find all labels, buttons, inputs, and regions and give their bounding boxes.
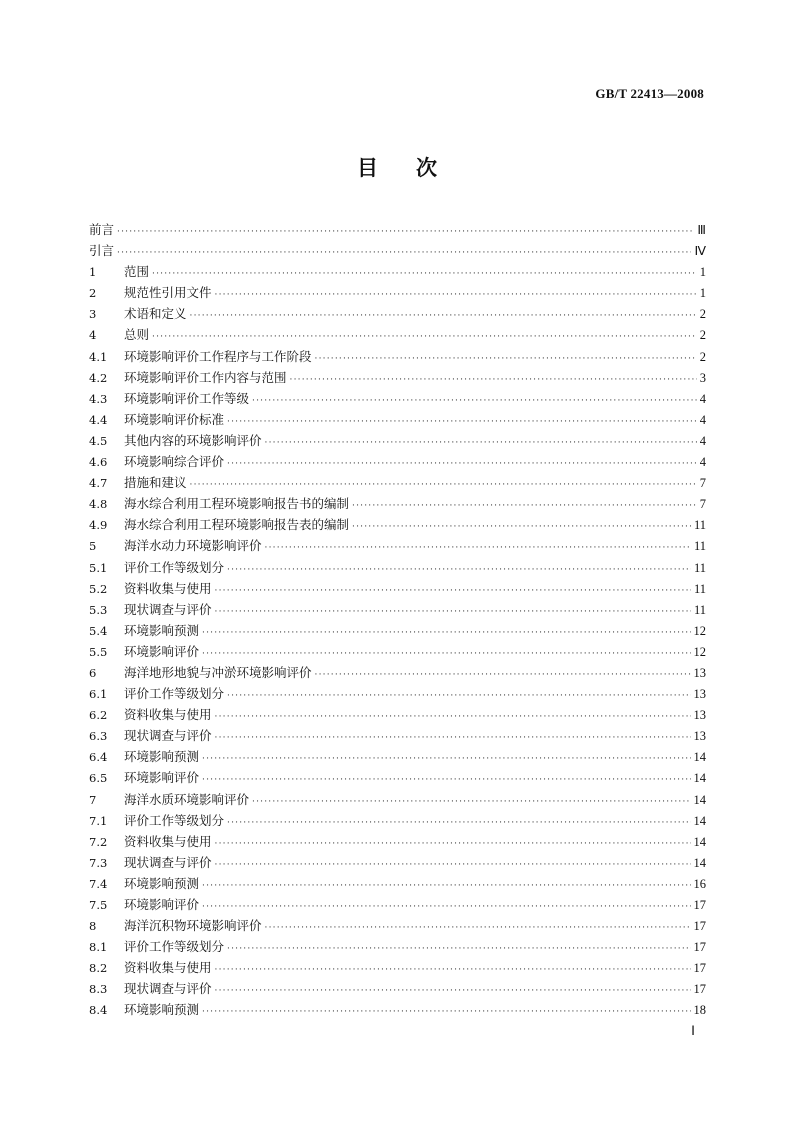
toc-entry-page: 4: [699, 433, 706, 448]
toc-entry-title: 环境影响评价: [124, 770, 200, 786]
toc-dot-leader: [252, 391, 697, 412]
toc-dot-leader: [290, 370, 697, 391]
toc-dot-leader: [202, 623, 690, 644]
toc-entry[interactable]: [89, 472, 706, 493]
toc-entry[interactable]: [89, 999, 706, 1020]
toc-dot-leader: [352, 496, 697, 517]
toc-entry[interactable]: [89, 451, 706, 472]
toc-entry-number: 7.3: [89, 855, 108, 870]
toc-entry-page: 17: [693, 982, 706, 997]
toc-entry-title: 资料收集与使用: [124, 580, 212, 596]
toc-dot-leader: [227, 813, 690, 834]
toc-entry-title: 环境影响评价: [124, 897, 200, 912]
toc-entry-number: 3: [89, 307, 97, 322]
toc-entry-title: 评价工作等级划分: [124, 812, 225, 828]
toc-dot-leader: [152, 264, 697, 285]
toc-entry[interactable]: [89, 789, 706, 810]
toc-entry-number: 2: [89, 286, 97, 301]
toc-dot-leader: [215, 981, 691, 1002]
toc-entry-page: 11: [693, 539, 706, 554]
toc-entry-page: 11: [693, 581, 706, 596]
toc-entry-page: 11: [693, 518, 706, 533]
toc-entry-page: 17: [693, 940, 706, 955]
toc-entry-page: 2: [699, 307, 706, 322]
toc-entry-title: 海洋沉积物环境影响评价: [124, 918, 262, 934]
toc-entry-number: 4.3: [89, 391, 108, 406]
toc-dot-leader: [315, 665, 691, 686]
table-of-contents: [89, 219, 706, 1021]
toc-entry-number: 5: [89, 539, 97, 554]
toc-entry[interactable]: [89, 810, 706, 831]
toc-entry[interactable]: [89, 409, 706, 430]
toc-entry-number: 4.6: [89, 455, 108, 470]
toc-entry-page: 14: [693, 792, 706, 807]
toc-entry[interactable]: [89, 261, 706, 282]
toc-entry[interactable]: [89, 430, 706, 451]
toc-entry-title: 评价工作等级划分: [124, 939, 225, 955]
toc-entry-page: 7: [699, 476, 706, 491]
toc-entry[interactable]: [89, 957, 706, 978]
toc-entry-title: 资料收集与使用: [124, 960, 212, 976]
toc-entry-title: 术语和定义: [124, 306, 187, 322]
toc-dot-leader: [215, 602, 691, 623]
toc-entry-number: 4.4: [89, 412, 108, 427]
toc-entry-title: 前言: [89, 222, 115, 237]
toc-entry-page: 13: [693, 729, 706, 744]
toc-dot-leader: [202, 770, 690, 791]
toc-dot-leader: [215, 728, 691, 749]
toc-entry-page: 2: [699, 328, 706, 343]
toc-entry-page: 3: [699, 370, 706, 385]
toc-entry[interactable]: [89, 978, 706, 999]
toc-dot-leader: [265, 433, 697, 454]
toc-dot-leader: [227, 560, 691, 581]
toc-entry-page: 12: [693, 644, 706, 659]
toc-entry[interactable]: [89, 936, 706, 957]
toc-dot-leader: [117, 222, 694, 243]
toc-entry[interactable]: [89, 683, 706, 704]
toc-entry[interactable]: [89, 746, 706, 767]
toc-entry[interactable]: [89, 599, 706, 620]
toc-entry-number: 6.5: [89, 771, 108, 786]
toc-entry[interactable]: [89, 514, 706, 535]
toc-entry-page: Ⅲ: [697, 223, 706, 237]
toc-entry[interactable]: [89, 852, 706, 873]
toc-entry-title: 海洋水动力环境影响评价: [124, 538, 262, 554]
toc-dot-leader: [202, 897, 690, 918]
toc-dot-leader: [265, 918, 691, 939]
toc-entry-number: 8.4: [89, 1003, 108, 1018]
toc-entry-page: 11: [693, 560, 706, 575]
toc-entry-number: 8: [89, 919, 97, 934]
toc-entry-page: 17: [693, 898, 706, 912]
toc-entry-page: 1: [699, 286, 706, 301]
toc-entry-number: 5.4: [89, 623, 108, 638]
toc-dot-leader: [352, 517, 691, 538]
toc-entry-title: 现状调查与评价: [124, 601, 212, 617]
toc-entry-title: 环境影响预测: [124, 749, 200, 765]
toc-dot-leader: [215, 285, 697, 306]
toc-entry-title: 总则: [124, 327, 150, 343]
toc-entry[interactable]: [89, 873, 706, 894]
toc-entry[interactable]: [89, 388, 706, 409]
toc-entry-number: 4.9: [89, 518, 108, 533]
toc-entry-number: 6: [89, 665, 97, 680]
toc-entry[interactable]: [89, 324, 706, 345]
toc-entry-page: 7: [699, 497, 706, 512]
toc-dot-leader: [265, 538, 691, 559]
toc-entry-title: 资料收集与使用: [124, 833, 212, 849]
toc-entry-title: 环境影响评价工作内容与范围: [124, 369, 287, 385]
toc-entry-title: 评价工作等级划分: [124, 559, 225, 575]
toc-entry-page: 14: [693, 855, 706, 870]
toc-entry-number: 4.8: [89, 497, 108, 512]
document-code: GB/T 22413—2008: [595, 86, 704, 101]
toc-entry-title: 现状调查与评价: [124, 854, 212, 870]
toc-entry-title: 范围: [124, 264, 150, 280]
toc-entry-page: 14: [693, 813, 706, 828]
toc-entry-number: 1: [89, 265, 97, 280]
toc-entry-number: 6.1: [89, 687, 108, 702]
toc-entry-number: 5.2: [89, 581, 108, 596]
toc-entry-title: 其他内容的环境影响评价: [124, 432, 262, 448]
toc-entry-page: 2: [699, 349, 706, 364]
toc-entry-title: 环境影响预测: [124, 1002, 200, 1018]
toc-dot-leader: [215, 834, 691, 855]
toc-dot-leader: [215, 960, 691, 981]
toc-entry-number: 4.5: [89, 433, 108, 448]
toc-entry-page: 11: [693, 602, 706, 617]
toc-entry[interactable]: [89, 641, 706, 662]
toc-entry-page: 13: [693, 687, 706, 702]
toc-entry-page: 17: [693, 961, 706, 976]
toc-entry[interactable]: [89, 704, 706, 725]
toc-entry-number: 5.5: [89, 644, 108, 659]
toc-dot-leader: [215, 581, 691, 602]
toc-entry-number: 5.3: [89, 602, 108, 617]
toc-entry-number: 7.2: [89, 834, 108, 849]
toc-dot-leader: [215, 855, 691, 876]
toc-entry-number: 4.2: [89, 370, 108, 385]
toc-entry-title: 环境影响预测: [124, 875, 200, 891]
toc-entry[interactable]: [89, 725, 706, 746]
toc-entry-page: 1: [699, 265, 706, 280]
toc-entry-title: 海洋地形地貌与冲淤环境影响评价: [124, 664, 312, 680]
toc-entry-title: 海水综合利用工程环境影响报告表的编制: [124, 517, 350, 533]
toc-entry-title: 环境影响评价标准: [124, 411, 225, 427]
toc-entry-title: 环境影响综合评价: [124, 454, 225, 470]
toc-entry[interactable]: [89, 493, 706, 514]
toc-entry-title: 环境影响评价工作等级: [124, 390, 250, 406]
toc-entry-title: 规范性引用文件: [124, 285, 212, 301]
toc-entry[interactable]: [89, 535, 706, 556]
toc-entry-page: 14: [693, 834, 706, 849]
toc-entry-page: 4: [699, 455, 706, 470]
toc-entry-page: 14: [693, 750, 706, 765]
toc-entry-title: 评价工作等级划分: [124, 686, 225, 702]
toc-entry-title: 海洋水质环境影响评价: [124, 791, 250, 807]
toc-entry-number: 7.5: [89, 898, 108, 912]
toc-entry-page: 18: [693, 1003, 706, 1018]
toc-entry-number: 7.1: [89, 813, 108, 828]
toc-entry[interactable]: [89, 557, 706, 578]
toc-entry[interactable]: [89, 662, 706, 683]
toc-dot-leader: [227, 454, 697, 475]
toc-entry-number: 4.7: [89, 476, 108, 491]
toc-entry[interactable]: [89, 282, 706, 303]
toc-entry-number: 4: [89, 328, 97, 343]
toc-entry-title: 现状调查与评价: [124, 728, 212, 744]
toc-entry[interactable]: [89, 578, 706, 599]
toc-entry-title: 资料收集与使用: [124, 707, 212, 723]
page-number: Ⅰ: [691, 1023, 695, 1038]
toc-entry-number: 6.4: [89, 750, 108, 765]
toc-entry-title: 现状调查与评价: [124, 981, 212, 997]
toc-entry-page: 4: [699, 412, 706, 427]
toc-entry[interactable]: [89, 367, 706, 388]
toc-entry[interactable]: [89, 894, 706, 915]
toc-dot-leader: [202, 1002, 690, 1023]
toc-dot-leader: [227, 686, 690, 707]
toc-entry[interactable]: [89, 303, 706, 324]
toc-entry[interactable]: [89, 767, 706, 788]
toc-entry-number: 5.1: [89, 560, 108, 575]
toc-entry-page: 12: [693, 623, 706, 638]
toc-entry[interactable]: [89, 831, 706, 852]
toc-entry-number: 4.1: [89, 349, 108, 364]
toc-entry-page: Ⅳ: [694, 244, 706, 259]
toc-entry[interactable]: [89, 240, 706, 261]
toc-entry[interactable]: [89, 219, 706, 240]
toc-dot-leader: [202, 749, 690, 770]
toc-dot-leader: [315, 349, 697, 370]
toc-entry-number: 7.4: [89, 876, 108, 891]
toc-entry[interactable]: [89, 620, 706, 641]
toc-dot-leader: [252, 792, 690, 813]
toc-entry-number: 8.1: [89, 940, 108, 955]
toc-entry[interactable]: [89, 346, 706, 367]
toc-dot-leader: [215, 707, 691, 728]
toc-dot-leader: [202, 876, 690, 897]
toc-entry-page: 4: [699, 391, 706, 406]
toc-entry-title: 措施和建议: [124, 475, 187, 491]
toc-dot-leader: [227, 412, 697, 433]
toc-entry[interactable]: [89, 915, 706, 936]
toc-entry-page: 13: [693, 665, 706, 680]
toc-dot-leader: [117, 243, 691, 264]
toc-entry-title: 环境影响预测: [124, 622, 200, 638]
toc-entry-page: 17: [693, 919, 706, 934]
toc-entry-title: 引言: [89, 243, 115, 259]
toc-entry-page: 13: [693, 708, 706, 723]
toc-entry-title: 环境影响评价: [124, 643, 200, 659]
toc-dot-leader: [227, 939, 690, 960]
toc-entry-number: 8.3: [89, 982, 108, 997]
toc-entry-title: 海水综合利用工程环境影响报告书的编制: [124, 496, 350, 512]
toc-entry-number: 6.2: [89, 708, 108, 723]
page-title: 目次: [357, 156, 475, 180]
toc-entry-number: 7: [89, 792, 97, 807]
toc-entry-number: 8.2: [89, 961, 108, 976]
toc-entry-title: 环境影响评价工作程序与工作阶段: [124, 348, 312, 364]
toc-entry-page: 14: [693, 771, 706, 786]
toc-dot-leader: [190, 306, 697, 327]
toc-entry-number: 6.3: [89, 729, 108, 744]
toc-entry-page: 16: [693, 876, 706, 891]
